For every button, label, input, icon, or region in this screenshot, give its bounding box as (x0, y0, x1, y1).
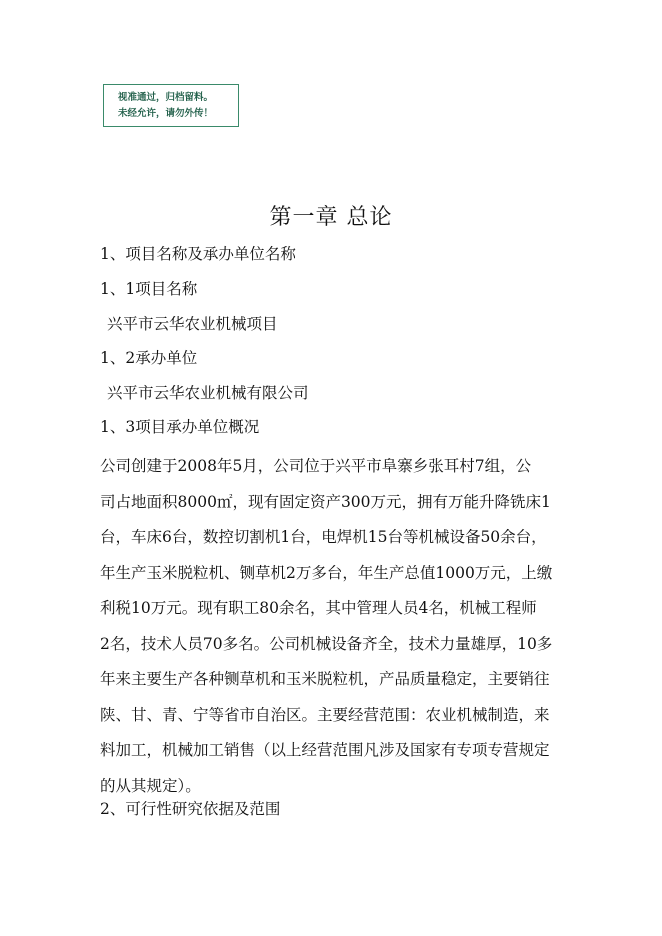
paragraph-line: 2名，技术人员70多名。公司机械设备齐全，技术力量雄厚，10多 (100, 634, 553, 653)
section-2-heading: 2、可行性研究依据及范围 (100, 800, 281, 818)
section-1-1-heading: 1、1项目名称 (100, 280, 198, 298)
paragraph-line: 年生产玉米脱粒机、铡草机2万多台，年生产总值1000万元，上缴 (100, 563, 553, 582)
section-1-2-content: 兴平市云华农业机械有限公司 (107, 384, 309, 402)
paragraph-line: 台，车床6台，数控切割机1台，电焊机15台等机械设备50余台， (100, 528, 547, 546)
notice-stamp-box (103, 84, 239, 127)
paragraph-line: 年来主要生产各种铡草机和玉米脱粒机，产品质量稳定，主要销往 (100, 670, 550, 688)
paragraph-line: 陕、甘、青、宁等省市自治区。主要经营范围：农业机械制造，来 (100, 705, 550, 724)
paragraph-line: 利税10万元。现有职工80余名，其中管理人员4名，机械工程师 (100, 599, 537, 617)
paragraph-line: 公司创建于2008年5月，公司位于兴平市阜寨乡张耳村7组，公 (100, 457, 532, 475)
chapter-title: 第一章 总论 (269, 205, 393, 230)
notice-line-2: 未经允许，请勿外传！ (118, 108, 214, 119)
section-1-heading: 1、项目名称及承办单位名称 (100, 245, 296, 263)
paragraph-line: 料加工，机械加工销售（以上经营范围凡涉及国家有专项专营规定 (100, 741, 550, 759)
paragraph-line: 司占地面积8000㎡，现有固定资产300万元，拥有万能升降铣床1 (100, 492, 551, 511)
section-1-2-heading: 1、2承办单位 (100, 349, 198, 367)
section-1-3-heading: 1、3项目承办单位概况 (100, 418, 260, 436)
paragraph-line: 的从其规定）。 (100, 776, 201, 795)
section-1-1-content: 兴平市云华农业机械项目 (107, 315, 278, 333)
notice-line-1: 视准通过，归档留料。 (118, 92, 214, 103)
company-overview-paragraph (100, 449, 560, 804)
